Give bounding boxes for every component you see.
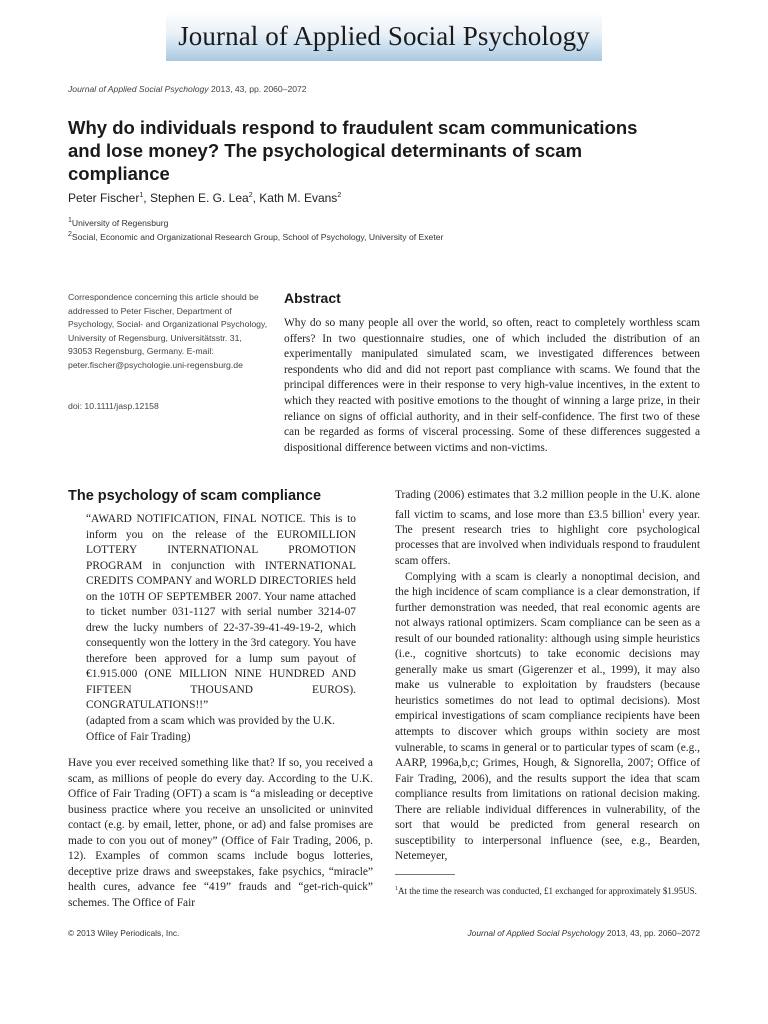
author-name: Stephen E. G. Lea <box>149 191 249 205</box>
footnote: $^1$At the time the research was conducted, £1 exchanged for approximately $1.95US. <box>395 886 697 896</box>
citation-journal: Journal of Applied Social Psychology <box>68 84 209 94</box>
abstract-text: Why do so many people all over the world, so often, react to completely worthless scam offers? In two questionnaire studies, one of which included the distribution of an experimentally manipulated simulated scam, we investigated differences between respondents who did and did not report past compliance with scams. We found that the principal differences were in their response to very high-value incentives, in the extent to which they reacted with positive emotions to the thought of winning a large prize, in their reliance on signs of official authority, and in their self-confidence. The first two of these can be regarded as forms of visceral processing. Some of these differences suggested a dispositional difference between victims and non-victims. <box>284 317 700 454</box>
affiliation: $^2$Social, Economic and Organizational Research Group, School of Psychology, University of Exeter <box>68 231 444 242</box>
body-paragraph: Trading (2006) estimates that 3.2 million people in the U.K. alone fall victim to scams, and lose more than £3.5 billion$^1$ every year. The present research tries to highlight core psychological processes that are involved when individuals respond to fraudulent scam offers. <box>395 489 701 567</box>
section-heading: The psychology of scam compliance <box>68 488 322 504</box>
author-affiliation-mark: 2 <box>337 192 342 199</box>
author-name: Kath M. Evans <box>259 191 338 205</box>
correspondence-note: Correspondence concerning this article should be addressed to Peter Fischer, Department of Psychology, Social- and Organizational Psychology, University of Regensburg, Universitätsstr. 31, 93053 Regensburg, Germany. E-mail: peter.fischer@psychologie.uni-regensburg.de <box>68 292 268 370</box>
quote-source: (adapted from a scam which was provided by the U.K. Office of Fair Trading) <box>86 715 335 743</box>
right-column <box>395 488 700 865</box>
footer-citation: Journal of Applied Social Psychology 2013, 43, pp. 2060–2072 <box>467 928 700 938</box>
author-name: Peter Fischer <box>68 191 140 205</box>
block-quote: “AWARD NOTIFICATION, FINAL NOTICE. This is to inform you on the release of the EUROMILLION LOTTERY INTERNATIONAL PROMOTION PROGRAM in conjunction with INTERNATIONAL CREDITS COMPANY and WORLD DIRECTORIES held on the 10TH OF SEPTEMBER 2007. Your name attached to ticket number 031-1127 with serial number 3214-07 drew the lucky numbers of 22-37-39-41-49-19-2, which consequently won the lottery in the 3rd category. You have therefore been approved for a lump sum payout of €1.915.000 (ONE MILLION NINE HUNDRED AND FIFTEEN THOUSAND EUROS). CONGRATULATIONS!!” <box>86 513 356 711</box>
citation-line <box>68 84 307 94</box>
footnote-divider <box>395 874 455 875</box>
article-title: Why do individuals respond to fraudulent scam communications and lose money? The psychological determinants of scam compliance <box>68 117 638 184</box>
citation-details: 2013, 43, pp. 2060–2072 <box>208 84 307 94</box>
author-list: Peter Fischer$^1$, Stephen E. G. Lea$^2$, Kath M. Evans$^2$ <box>68 191 342 205</box>
author-affiliation-mark: 1 <box>139 192 144 199</box>
body-paragraph: Have you ever received something like that? If so, you received a scam, as millions of people do every day. According to the U.K. Office of Fair Trading (OFT) a scam is “a misleading or deceptive business practice where you receive an unsolicited or uninvited contact (e.g. by email, letter, phone, or ad) and false promises are made to con you out of money” (Office of Fair Trading, 2006, p. 12). Examples of common scams include bogus lotteries, deceptive prize draws and sweepstakes, fake psychics, “miracle” health cures, advance fee “419” frauds and “get-rich-quick” schemes. The Office of Fair <box>68 757 373 909</box>
journal-title: Journal of Applied Social Psychology <box>178 20 590 51</box>
doi[interactable]: doi: 10.1111/jasp.12158 <box>68 401 159 411</box>
abstract-heading: Abstract <box>284 290 341 306</box>
journal-masthead <box>166 11 602 61</box>
footer-copyright: © 2013 Wiley Periodicals, Inc. <box>68 928 180 938</box>
author-affiliation-mark: 2 <box>248 192 253 199</box>
body-paragraph: Complying with a scam is clearly a nonoptimal decision, and the high incidence of scam compliance is a clear demonstration, if further demonstration was needed, that real economic agents are not always rational optimizers. Scam compliance can be seen as a result of our bounded rationality: although using simple heuristics (i.e., cognitive shortcuts) to take economic decisions may generally make us smart (Gigerenzer et al., 1999), it may also make us vulnerable to exploitation by fraudsters (because heuristics sometimes do not lead to optimal decisions). Most empirical investigations of scam compliance recipients have been attempts to discover which groups within society are most vulnerable, to scams in general or to particular types of scam (e.g., AARP, 1996a,b,c; Grimes, Hough, & Signorella, 2007; Office of Fair Trading, 2006), and the results support the idea that scam compliance results from limitations on rational decision making. There are reliable individual differences in vulnerability, of the sort that would be predicted from general research on susceptibility to interpersonal influence (see, e.g., Bearden, Netemeyer, <box>395 570 700 863</box>
affiliation: $^1$University of Regensburg <box>68 217 169 228</box>
footnote-marker[interactable]: 1 <box>641 507 646 515</box>
